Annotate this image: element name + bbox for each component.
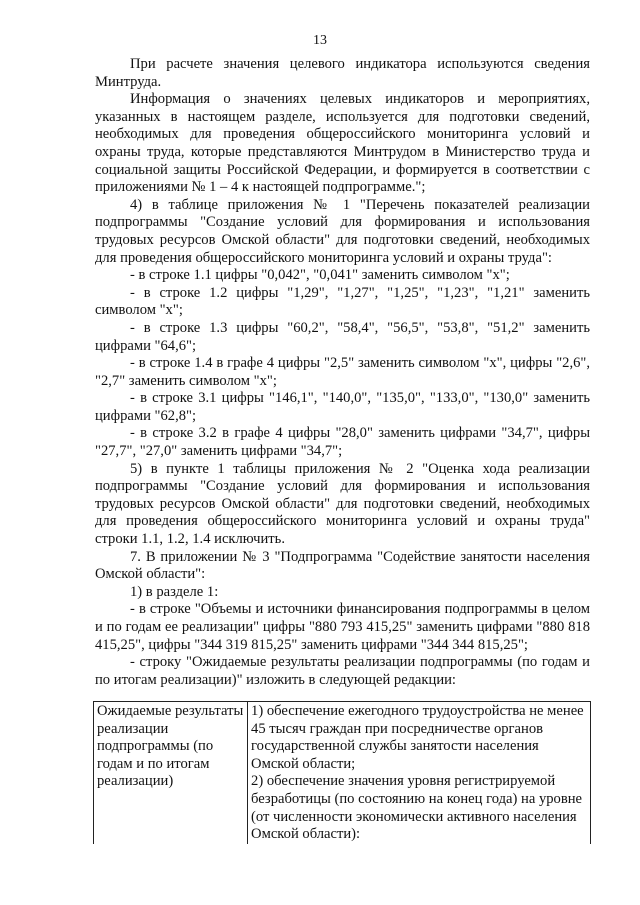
- paragraph: - в строке 1.1 цифры "0,042", "0,041" заменить символом "х";: [130, 267, 510, 284]
- page-number: 13: [313, 33, 327, 48]
- table-cell-line: 2) обеспечение значения уровня регистрируемой безработицы (по состоянию на конец года) на уровне (от численности экономически активного населения Омской области):: [251, 773, 583, 843]
- paragraph: - в строке "Объемы и источники финансирования подпрограммы в целом и по годам ее реализации" цифры "880 793 415,25" заменить цифрами "880 818 415,25", цифры "344 319 815,25" заменить цифрами "344 344 815,25";: [95, 601, 590, 653]
- paragraph: - в строке 1.4 в графе 4 цифры "2,5" заменить символом "х", цифры "2,6", "2,7" заменить символом "х";: [95, 355, 590, 389]
- table-cell-label: Ожидаемые результаты реализации подпрограммы (по годам и по итогам реализации): [94, 702, 248, 844]
- paragraph: При расчете значения целевого индикатора используются сведения Минтруда.: [95, 56, 590, 90]
- table-cell-value: [248, 702, 591, 844]
- table-cell-line: 1) обеспечение ежегодного трудоустройства не менее 45 тысяч граждан при посредничестве органов государственной службы занятости населения Омской области;: [251, 703, 584, 772]
- paragraph: 7. В приложении № 3 "Подпрограмма "Содействие занятости населения Омской области":: [95, 548, 590, 583]
- paragraph: 4) в таблице приложения № 1 "Перечень показателей реализации подпрограммы "Создание условий для формирования и использования трудовых ресурсов Омской области" для подготовки сведений, необходимых для проведения общероссийского мониторинга условий и охраны труда":: [95, 196, 590, 266]
- paragraph: 1) в разделе 1:: [130, 583, 219, 600]
- paragraph: 5) в пункте 1 таблицы приложения № 2 "Оценка хода реализации подпрограммы "Создание условий для формирования и использования трудовых ресурсов Омской области" для подготовки сведений, необходимых для проведения общероссийского мониторинга условий и охраны труда" строки 1.1, 1.2, 1.4 исключить.: [95, 460, 590, 548]
- paragraph: Информация о значениях целевых индикаторов и мероприятиях, указанных в настоящем разделе, используется для подготовки сведений, необходимых для проведения общероссийского мониторинга условий и охраны труда, которые представляются Минтрудом в Министерство труда и социальной защиты Российской Федерации, и формируется в соответствии с приложениями № 1 – 4 к настоящей подпрограмме.";: [95, 91, 590, 196]
- paragraph: - строку "Ожидаемые результаты реализации подпрограммы (по годам и по итогам реализации)" изложить в следующей редакции:: [95, 654, 590, 688]
- table-row: [94, 702, 591, 844]
- results-table: [93, 701, 591, 844]
- paragraph: - в строке 1.3 цифры "60,2", "58,4", "56,5", "53,8", "51,2" заменить цифрами "64,6";: [95, 319, 590, 354]
- paragraph: - в строке 3.1 цифры "146,1", "140,0", "135,0", "133,0", "130,0" заменить цифрами "62,8";: [95, 390, 590, 424]
- paragraph: - в строке 1.2 цифры "1,29", "1,27", "1,25", "1,23", "1,21" заменить символом "х";: [95, 284, 590, 319]
- document-body: [95, 56, 590, 689]
- paragraph: - в строке 3.2 в графе 4 цифры "28,0" заменить цифрами "34,7", цифры "27,7", "27,0" заменить цифрами "34,7";: [95, 425, 590, 460]
